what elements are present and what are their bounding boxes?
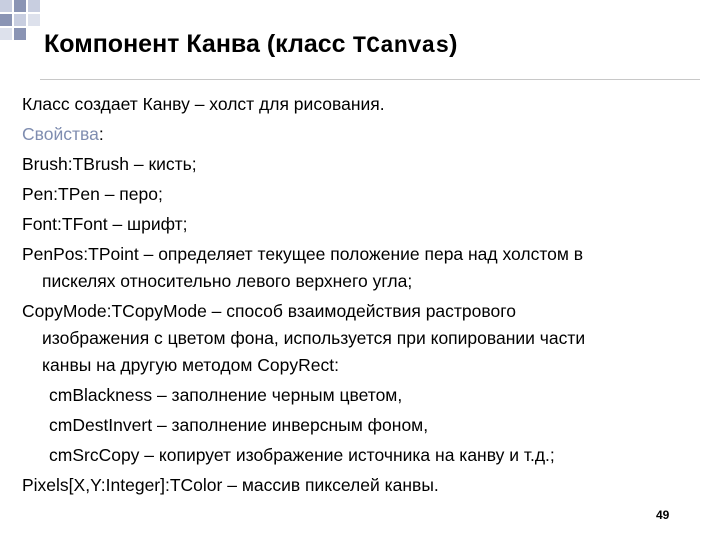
slide-body: [22, 91, 682, 499]
mode-srccopy: cmSrcCopy – копирует изображение источника на канву и т.д.;: [49, 445, 555, 465]
prop-penpos-cont: пискелях относительно левого верхнего угла;: [42, 271, 413, 291]
prop-pixels: Pixels[X,Y:Integer]:TColor – массив пикселей канвы.: [22, 475, 439, 495]
page-number: 49: [656, 508, 670, 522]
prop-copymode-cont2: канвы на другую методом CopyRect:: [42, 355, 339, 375]
slide-title: [44, 30, 457, 59]
prop-copymode-cont1: изображения с цветом фона, используется при копировании части: [42, 328, 586, 348]
properties-heading: [22, 121, 682, 148]
title-class-name: TCanvas: [352, 33, 450, 59]
properties-label: Свойства: [22, 124, 99, 144]
properties-colon: :: [98, 124, 104, 144]
mode-destinvert: cmDestInvert – заполнение инверсным фоном,: [49, 415, 429, 435]
title-text: Компонент Канва (класс: [44, 30, 353, 58]
intro-line: Класс создает Канву – холст для рисования.: [22, 94, 385, 114]
prop-copymode: CopyMode:TCopyMode – способ взаимодействия растрового: [22, 301, 516, 321]
prop-brush: Brush:TBrush – кисть;: [22, 154, 197, 174]
title-divider: [40, 79, 700, 80]
prop-font: Font:TFont – шрифт;: [22, 214, 188, 234]
prop-penpos: PenPos:TPoint – определяет текущее положение пера над холстом в: [22, 244, 584, 264]
title-close-paren: ): [449, 30, 458, 58]
mode-blackness: cmBlackness – заполнение черным цветом,: [49, 385, 403, 405]
prop-pen: Pen:TPen – перо;: [22, 184, 163, 204]
